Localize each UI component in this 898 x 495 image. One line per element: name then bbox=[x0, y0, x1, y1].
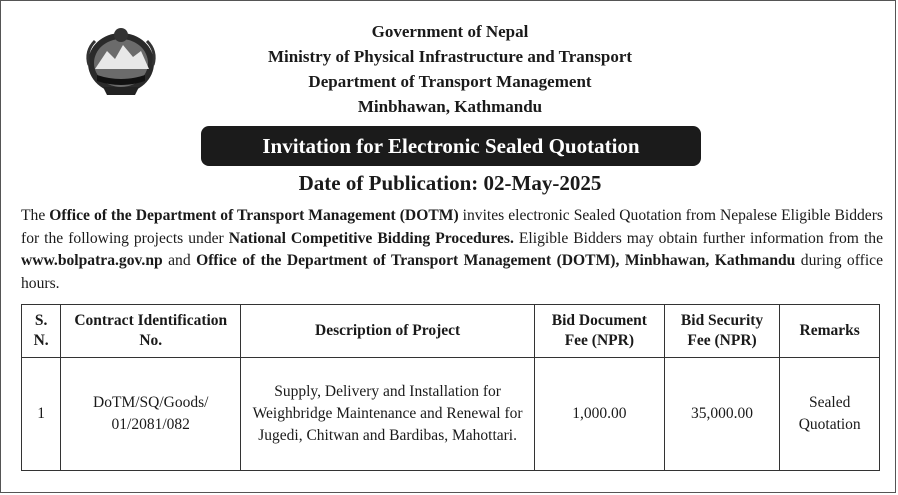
text-part: during office hours. bbox=[21, 252, 883, 292]
header-sn: S. N. bbox=[22, 305, 61, 358]
table-row bbox=[22, 358, 880, 471]
procedure-name: National Competitive Bidding Procedures. bbox=[228, 229, 514, 247]
website-link[interactable]: www.bolpatra.gov.np bbox=[21, 252, 163, 269]
header-bid-fee: Bid Document Fee (NPR) bbox=[534, 305, 664, 358]
cell-bid-security: 35,000.00 bbox=[664, 358, 780, 471]
ministry-name: Ministry of Physical Infrastructure and Transport bbox=[267, 47, 633, 66]
cell-remarks: Sealed Quotation bbox=[780, 358, 880, 471]
government-name: Government of Nepal bbox=[371, 22, 529, 41]
header-description: Description of Project bbox=[241, 305, 535, 358]
text-part: and bbox=[162, 252, 197, 269]
notice-title-banner: Invitation for Electronic Sealed Quotation bbox=[201, 126, 701, 166]
office-name: Office of the Department of Transport Management (DOTM) bbox=[49, 207, 459, 224]
cell-contract-id: DoTM/SQ/Goods/ 01/2081/082 bbox=[61, 358, 241, 471]
text-part: The bbox=[21, 207, 50, 224]
cell-sn: 1 bbox=[22, 358, 61, 471]
office-location: Office of the Department of Transport Management (DOTM), Minbhawan, Kathmandu bbox=[196, 252, 796, 269]
notice-paragraph bbox=[21, 205, 883, 295]
table-header-row bbox=[22, 305, 880, 358]
header-bid-security: Bid Security Fee (NPR) bbox=[664, 305, 780, 358]
cell-description: Supply, Delivery and Installation for Weighbridge Maintenance and Renewal for Jugedi, Chitwan and Bardibas, Mahottari. bbox=[241, 358, 535, 471]
quotation-table bbox=[21, 304, 880, 471]
publication-date: Date of Publication: 02-May-2025 bbox=[298, 171, 602, 195]
cell-bid-fee: 1,000.00 bbox=[534, 358, 664, 471]
text-part: Eligible Bidders may obtain further information from the bbox=[513, 229, 883, 247]
header-remarks: Remarks bbox=[780, 305, 880, 358]
office-address: Minbhawan, Kathmandu bbox=[357, 97, 543, 116]
department-name: Department of Transport Management bbox=[308, 72, 592, 91]
letterhead bbox=[1, 19, 898, 119]
text-part: invites electronic Sealed Quotation from Nepalese Eligible Bidders for the following projects under bbox=[21, 207, 883, 247]
header-contract-id: Contract Identification No. bbox=[61, 305, 241, 358]
